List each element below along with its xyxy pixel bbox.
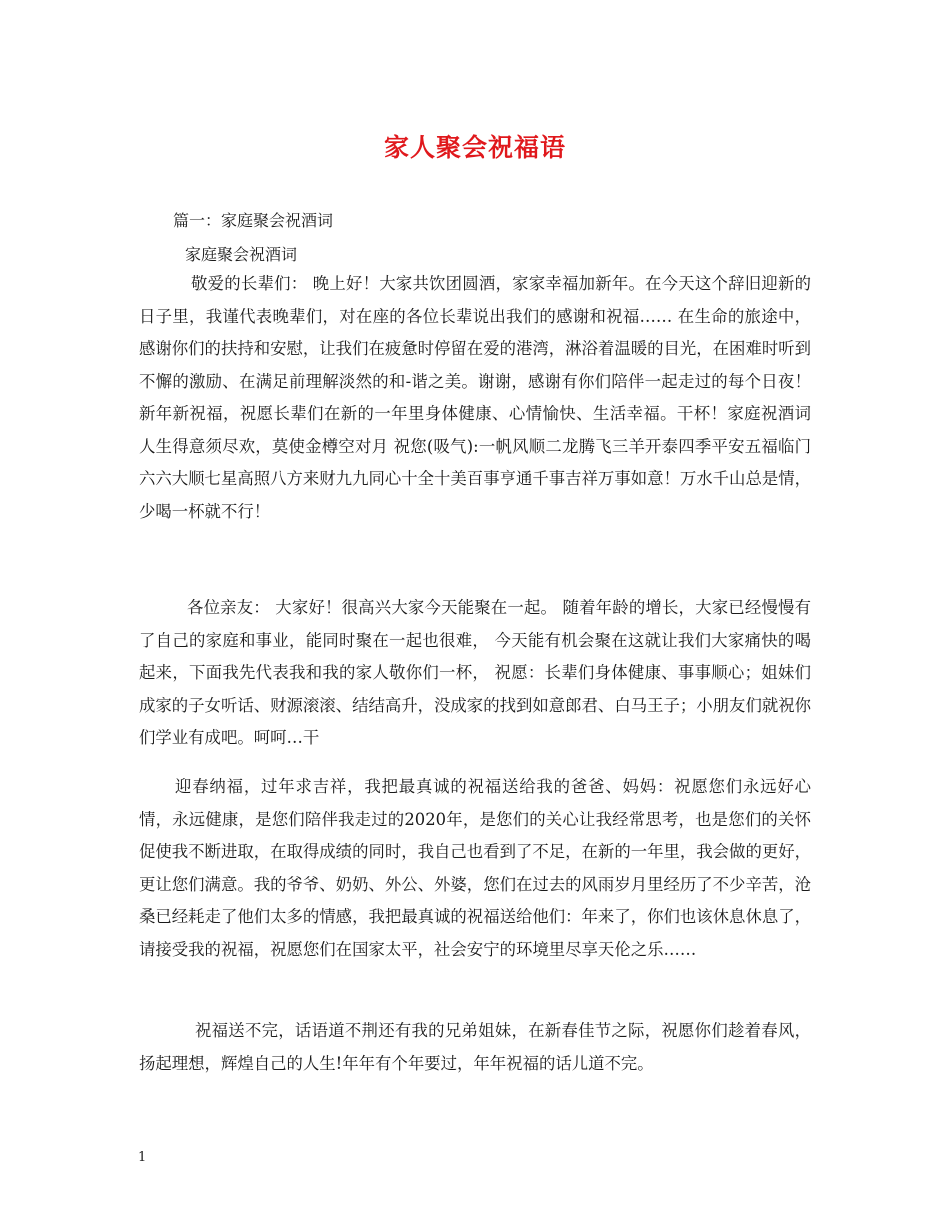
page-number: 1: [138, 1150, 147, 1165]
paragraph-parents-blessing: 迎春纳福，过年求吉祥，我把最真诚的祝福送给我的爸爸、妈妈：祝愿您们永远好心情，永远健康，是您们陪伴我走过的2020年，是您们的关心让我经常思考，也是您们的关怀促使我不断进取，在取得成绩的同时，我自己也看到了不足，在新的一年里，我会做的更好，更让您们满意。我的爷爷、奶奶、外公、外婆，您们在过去的风雨岁月里经历了不少辛苦，沧桑已经耗走了他们太多的情感，我把最真诚的祝福送给他们：年来了，你们也该休息休息了，请接受我的祝福，祝愿您们在国家太平，社会安宁的环境里尽享天伦之乐……: [139, 777, 812, 959]
section-heading: 篇一：家庭聚会祝酒词: [173, 211, 334, 230]
paragraph-siblings-blessing: 祝福送不完，话语道不荆还有我的兄弟姐妹，在新春佳节之际，祝愿你们趁着春风，扬起理想，辉煌自己的人生!年年有个年要过，年年祝福的话儿道不完。: [139, 1021, 811, 1073]
subheading: 家庭聚会祝酒词: [185, 245, 298, 264]
document-title: 家人聚会祝福语: [383, 133, 566, 162]
paragraph-friends-toast: 各位亲友： 大家好！很高兴大家今天能聚在一起。 随着年龄的增长，大家已经慢慢有了自己的家庭和事业，能同时聚在一起也很难， 今天能有机会聚在这就让我们大家痛快的喝起来，下面我先代表我和我的家人敬你们一杯， 祝愿：长辈们身体健康、事事顺心；姐妹们成家的子女听话、财源滚滚、结结高升，没成家的找到如意郎君、白马王子；小朋友们就祝你们学业有成吧。呵呵…干: [139, 598, 812, 747]
paragraph-elders-toast: 敬爱的长辈们： 晚上好！大家共饮团圆酒，家家幸福加新年。在今天这个辞旧迎新的日子里，我谨代表晚辈们，对在座的各位长辈说出我们的感谢和祝福…… 在生命的旅途中，感谢你们的扶持和安慰，让我们在疲惫时停留在爱的港湾，淋浴着温暖的目光，在困难时听到不懈的激励、在满足前理解淡然的和-谐之美。谢谢，感谢有你们陪伴一起走过的每个日夜！新年新祝福，祝愿长辈们在新的一年里身体健康、心情愉快、生活幸福。干杯！家庭祝酒词 人生得意须尽欢，莫使金樽空对月 祝您(吸气):一帆风顺二龙腾飞三羊开泰四季平安五福临门六六大顺七星高照八方来财九九同心十全十美百事亨通千事吉祥万事如意！万水千山总是情，少喝一杯就不行！: [139, 274, 812, 521]
